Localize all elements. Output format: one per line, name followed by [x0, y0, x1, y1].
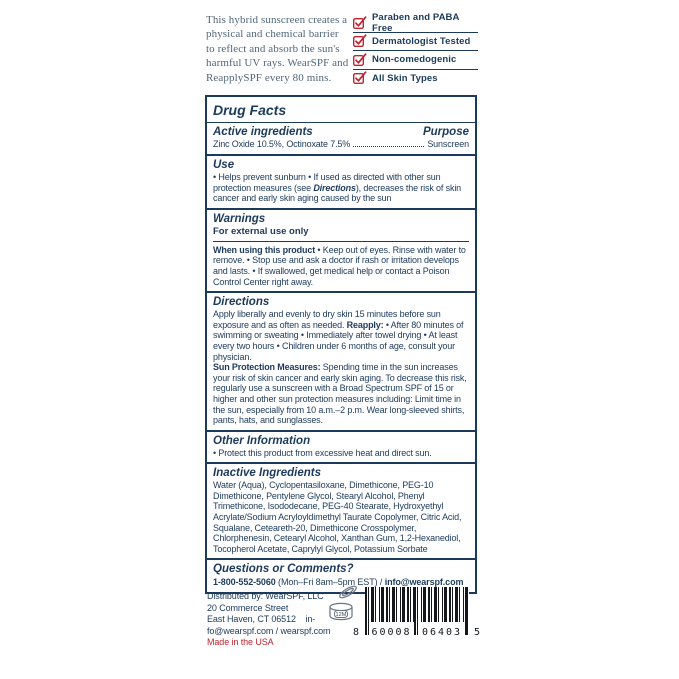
- drug-facts-title: Drug Facts: [213, 102, 287, 118]
- inactive-ingredients-section: [207, 464, 475, 558]
- divider: [213, 241, 469, 242]
- checklist-item-dermatologist-tested: [353, 33, 478, 52]
- active-ingredients-section: [207, 123, 475, 154]
- checklist-label: Paraben and PABA Free: [372, 11, 460, 34]
- phone-number: 1-800-552-5060: [213, 577, 276, 588]
- inactive-ingredients-heading: Inactive Ingredients: [213, 467, 322, 480]
- dotted-leader: [353, 146, 424, 147]
- use-body: [213, 172, 469, 204]
- active-ingredients-value: Zinc Oxide 10.5%, Octinoxate 7.5%: [213, 139, 351, 149]
- other-information-body: • Protect this product from excessive heat and direct sun.: [213, 447, 432, 458]
- contact-hours: (Mon–Fri 8am–5pm EST) /: [275, 577, 385, 588]
- directions-body-text: • After 80 minutes of swimming or sweating • Immediately after towel drying • At least every two hours • Children under 6 months of age, consult your physician.: [213, 319, 464, 362]
- checklist-item-non-comedogenic: [353, 51, 478, 70]
- barcode-digits: 06403: [421, 627, 463, 638]
- directions-body: [213, 309, 469, 426]
- distributor-line: East Haven, CT 06512 in-: [207, 614, 316, 625]
- checked-checkbox-icon: [353, 55, 363, 65]
- directions-body-text: Apply liberally and evenly to dry skin 15 minutes before sun exposure and as often as needed.: [213, 309, 441, 330]
- barcode-right-digits: [420, 622, 464, 638]
- use-body-directions-ref: Directions: [313, 182, 356, 193]
- use-section: [207, 156, 475, 208]
- purpose-heading: Purpose: [422, 126, 469, 138]
- warnings-body: [213, 245, 469, 287]
- use-body-text: • Helps prevent sunburn • If used as directed with other sun protection measures (see: [213, 172, 441, 193]
- other-information-heading: Other Information: [213, 434, 311, 447]
- directions-heading: Directions: [213, 296, 270, 309]
- pao-label: 12M: [335, 612, 347, 618]
- active-ingredients-heading: Active ingredients: [213, 126, 313, 138]
- made-in-usa-text: Made in the USA: [207, 637, 274, 648]
- checklist-label: All Skin Types: [372, 72, 438, 84]
- barcode-last-digit: 5: [473, 627, 480, 638]
- use-heading: Use: [213, 159, 235, 171]
- distributor-line: 20 Commerce Street: [207, 602, 289, 613]
- contact-email: info@wearspf.com: [384, 577, 464, 588]
- directions-sun-protection-label: Sun Protection Measures:: [213, 362, 321, 373]
- checklist-item-all-skin-types: [353, 70, 478, 88]
- barcode-left-digits: [369, 622, 414, 638]
- checked-checkbox-icon: [353, 73, 363, 83]
- checked-checkbox-icon: [353, 36, 363, 46]
- purpose-value: Sunscreen: [427, 139, 469, 149]
- claims-checklist: [353, 13, 478, 87]
- distributor-line: Distributed by: WearSPF, LLC: [207, 591, 324, 601]
- questions-heading: Questions or Comments?: [213, 563, 354, 576]
- other-information-section: [207, 432, 475, 463]
- intro-paragraph: This hybrid sunscreen creates a physical and chemical barrier to reflect and absorb the sun's harmful UV rays. WearSPF and ReapplySPF every 80 mins.: [206, 14, 349, 84]
- checklist-label: Non-comedogenic: [372, 54, 457, 66]
- directions-body-text: Spending time in the sun increases your risk of skin cancer and early skin aging. To decrease this risk, regularly use a sunscreen with a Broad Spectrum SPF of 15 or higher and other sun protection measures including: Limit time in the sun, especially from 10 a.m.–2 p.m. Wear long-sleeved shirts, pants, hats, and sunglasses.: [213, 362, 467, 426]
- warnings-lead: When using this product: [213, 244, 316, 255]
- distributor-line: fo@wearspf.com / wearspf.com: [207, 625, 331, 636]
- barcode-first-digit: 8: [353, 627, 360, 638]
- checked-checkbox-icon: [353, 18, 363, 28]
- drug-facts-panel: [205, 95, 477, 594]
- barcode-digits: 60008: [371, 627, 412, 638]
- warnings-section: [207, 210, 475, 291]
- warnings-subheading: For external use only: [213, 225, 309, 237]
- upc-barcode: [352, 587, 482, 639]
- directions-section: [207, 293, 475, 430]
- use-body-text: ), decreases the risk of skin cancer and early skin aging caused by the sun: [213, 182, 462, 204]
- checklist-label: Dermatologist Tested: [372, 35, 471, 47]
- checklist-item-paraben-free: [353, 11, 478, 34]
- inactive-ingredients-body: Water (Aqua), Cyclopentasiloxane, Dimethicone, PEG-10 Dimethicone, Pentylene Glycol, Stearyl Alcohol, Phenyl Trimethicone, Isododecane, PEG-40 Stearate, Hydroxyethyl Acrylate/Sodium Acryloyldimethyl Taurate Copolymer, Citric Acid, Squalane, Ceteareth-20, Dimethicone Crosspolymer, Chlorphenesin, Cetearyl Alcohol, Xanthan Gum, 1,2-Hexanediol, Tocopherol Acetate, Caprylyl Glycol, Potassium Sorbate: [213, 480, 462, 554]
- warnings-heading: Warnings: [213, 212, 266, 225]
- directions-reapply-label: Reapply:: [346, 319, 384, 330]
- top-section: [206, 13, 478, 87]
- warnings-body-text: • Keep out of eyes. Rinse with water to remove. • Stop use and ask a doctor if rash or irritation develops and lasts. • If swallowed, get medical help or contact a Poison Control Center right away.: [213, 244, 466, 287]
